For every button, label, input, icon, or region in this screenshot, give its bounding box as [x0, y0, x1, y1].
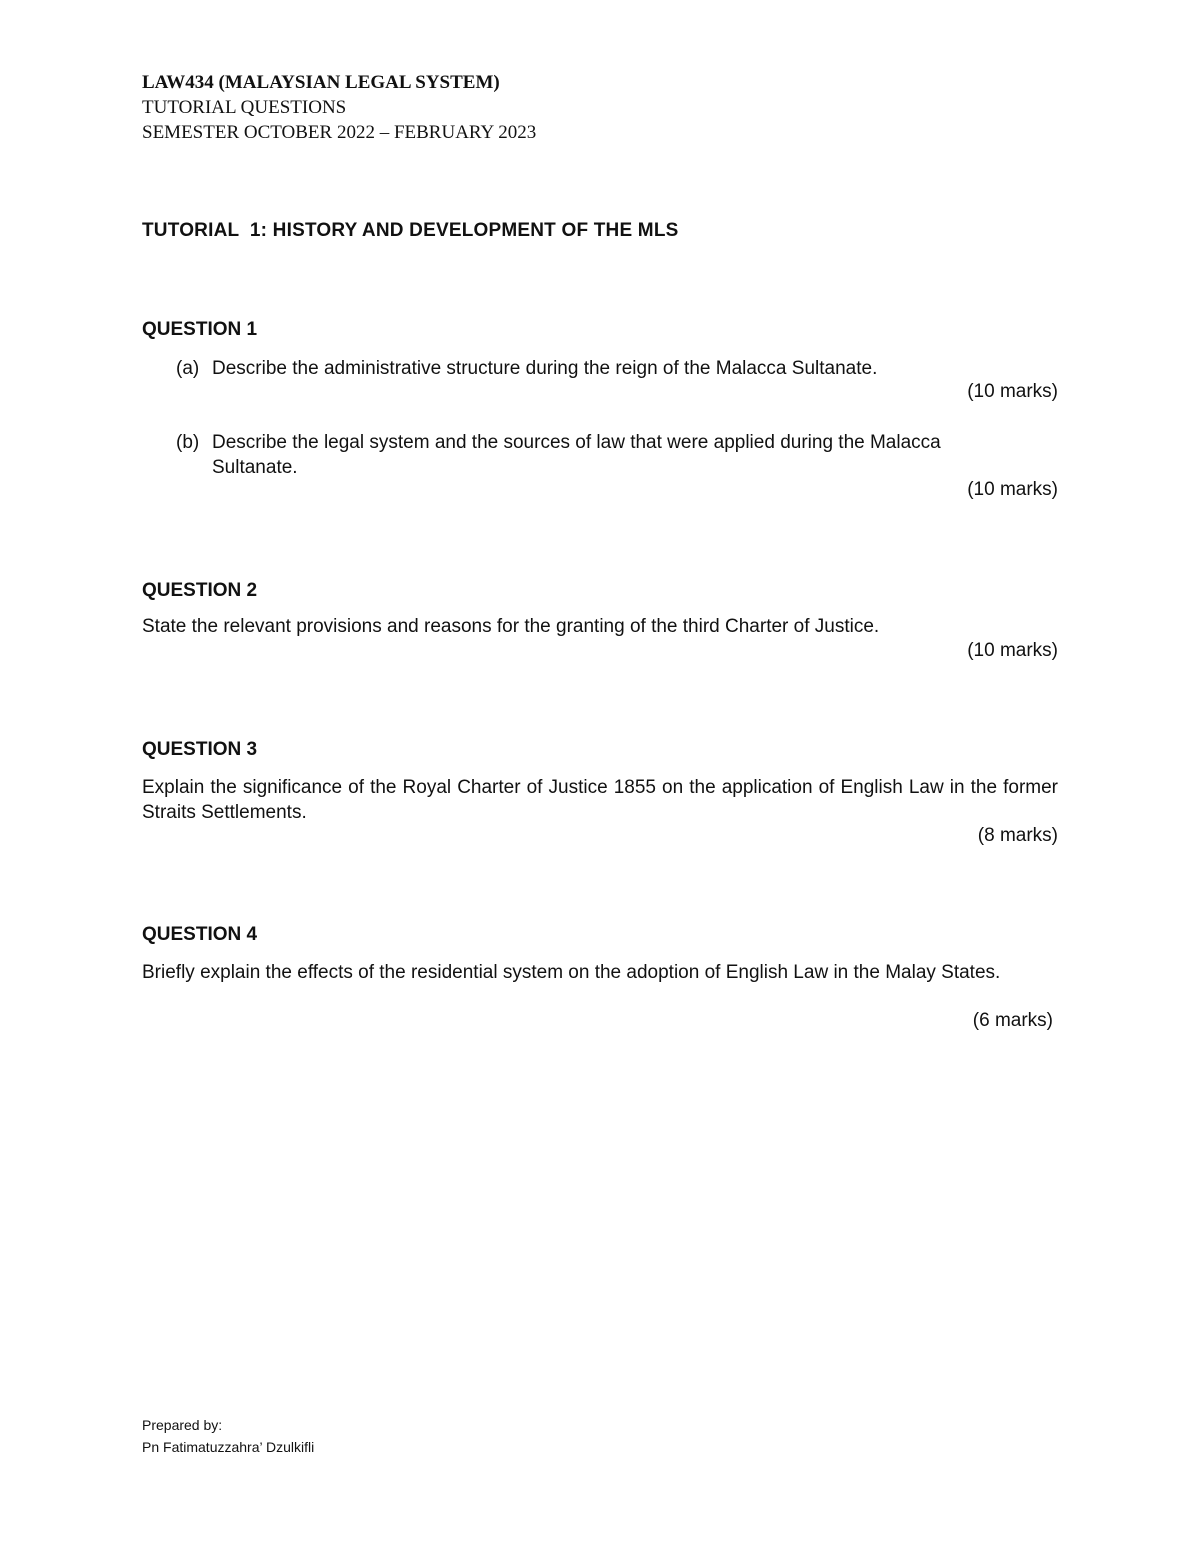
question-1a-label: (a) — [176, 358, 200, 379]
question-1b-marks: (10 marks) — [967, 479, 1058, 500]
question-4-marks: (6 marks) — [972, 1010, 1053, 1031]
question-3-heading: QUESTION 3 — [142, 739, 258, 760]
prepared-by-label: Prepared by: — [142, 1417, 223, 1433]
question-3-text: Explain the significance of the Royal Charter of Justice 1855 on the application of English Law in the former Straits Settlements. — [142, 777, 1058, 823]
question-2-text: State the relevant provisions and reasons for the granting of the third Charter of Justice. — [142, 616, 880, 637]
document-header — [142, 70, 536, 145]
semester-line: SEMESTER OCTOBER 2022 – FEBRUARY 2023 — [142, 122, 537, 143]
question-1b-text: Describe the legal system and the sources of law that were applied during the Malacca Sultanate. — [212, 432, 941, 478]
question-2-marks: (10 marks) — [967, 640, 1058, 661]
prepared-by-footer — [142, 1414, 314, 1458]
course-title: LAW434 (MALAYSIAN LEGAL SYSTEM) — [142, 72, 500, 93]
question-4-heading: QUESTION 4 — [142, 924, 258, 945]
tutorial-title: TUTORIAL 1: HISTORY AND DEVELOPMENT OF THE MLS — [142, 220, 679, 241]
question-1b — [176, 430, 962, 480]
question-1-heading: QUESTION 1 — [142, 319, 258, 340]
question-1a — [176, 356, 972, 381]
question-3-marks: (8 marks) — [977, 825, 1058, 846]
question-4-text: Briefly explain the effects of the residential system on the adoption of English Law in the Malay States. — [142, 962, 1001, 983]
question-1a-marks: (10 marks) — [967, 381, 1058, 402]
question-2-heading: QUESTION 2 — [142, 580, 258, 601]
document-subtitle: TUTORIAL QUESTIONS — [142, 97, 347, 118]
author-name: Pn Fatimatuzzahra’ Dzulkifli — [142, 1439, 315, 1455]
question-1b-label: (b) — [176, 432, 200, 453]
question-1a-text: Describe the administrative structure during the reign of the Malacca Sultanate. — [212, 358, 878, 379]
